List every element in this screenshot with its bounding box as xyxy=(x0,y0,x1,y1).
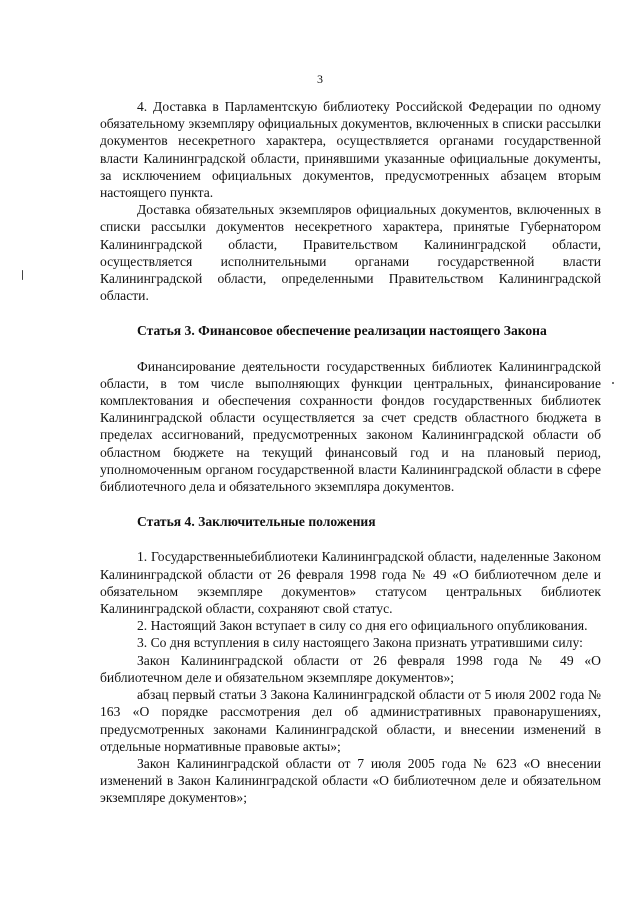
article-4-item-1: 1. Государственныебиблиотеки Калининградской области, наделенные Законом Калининградской области от 26 февраля 1998 года № 49 «О библиотечном деле и обязательном экземпляре документов» статусом центральных библиотек Калининградской области, сохраняют свой статус. xyxy=(100,549,601,617)
scan-artifact xyxy=(612,382,614,384)
paragraph-delivery-governor-documents: Доставка обязательных экземпляров официальных документов, включенных в списки рассылки документов несекретного характера, принятые Губернатором Калининградской области, Правительством Калининградской области, осуществляется исполнительными органами государственной власти Калининградской области, определенными Правительством Калининградской области. xyxy=(100,202,601,304)
article-3-heading: Статья 3. Финансовое обеспечение реализации настоящего Закона xyxy=(137,323,547,339)
article-4-heading: Статья 4. Заключительные положения xyxy=(137,514,376,530)
article-3-paragraph: Финансирование деятельности государственных библиотек Калининградской области, в том числе выполняющих функции центральных, финансирование комплектования и обеспечения сохранности фондов государственных библиотек Калининградской области осуществляется за счет средств областного бюджета в пределах ассигнований, предусмотренных законом Калининградской области об областном бюджете на текущий финансовый год и на плановый период, уполномоченным органом государственной власти Калининградской области в сфере библиотечного дела и обязательного экземпляра документов. xyxy=(100,358,601,495)
paragraph-delivery-parliament-library: 4. Доставка в Парламентскую библиотеку Российской Федерации по одному обязательному экземпляру официальных документов, включенных в списки рассылки документов несекретного характера, осуществляется органами государственной власти Калининградской области, принявшими указанные официальные документы, за исключением официальных документов, предусмотренных абзацем вторым настоящего пункта. xyxy=(100,99,601,201)
article-4-item-2: 2. Настоящий Закон вступает в силу со дня его официального опубликования. xyxy=(137,618,588,634)
page-number: 3 xyxy=(317,72,323,86)
scan-artifact xyxy=(22,270,23,280)
repealed-law-1998: Закон Калининградской области от 26 февраля 1998 года № 49 «О библиотечном деле и обязательном экземпляре документов»; xyxy=(100,652,601,685)
document-body xyxy=(100,98,601,807)
article-4-item-3: 3. Со дня вступления в силу настоящего Закона признать утратившими силу: xyxy=(137,635,583,651)
repealed-law-2005: Закон Калининградской области от 7 июля 2005 года № 623 «О внесении изменений в Закон Калининградской области «О библиотечном деле и обязательном экземпляре документов»; xyxy=(100,755,601,806)
repealed-law-2002: абзац первый статьи 3 Закона Калининградской области от 5 июля 2002 года № 163 «О порядке рассмотрения дел об административных правонарушениях, предусмотренных законами Калининградской области, и внесении изменений в отдельные нормативные правовые акты»; xyxy=(100,687,601,754)
